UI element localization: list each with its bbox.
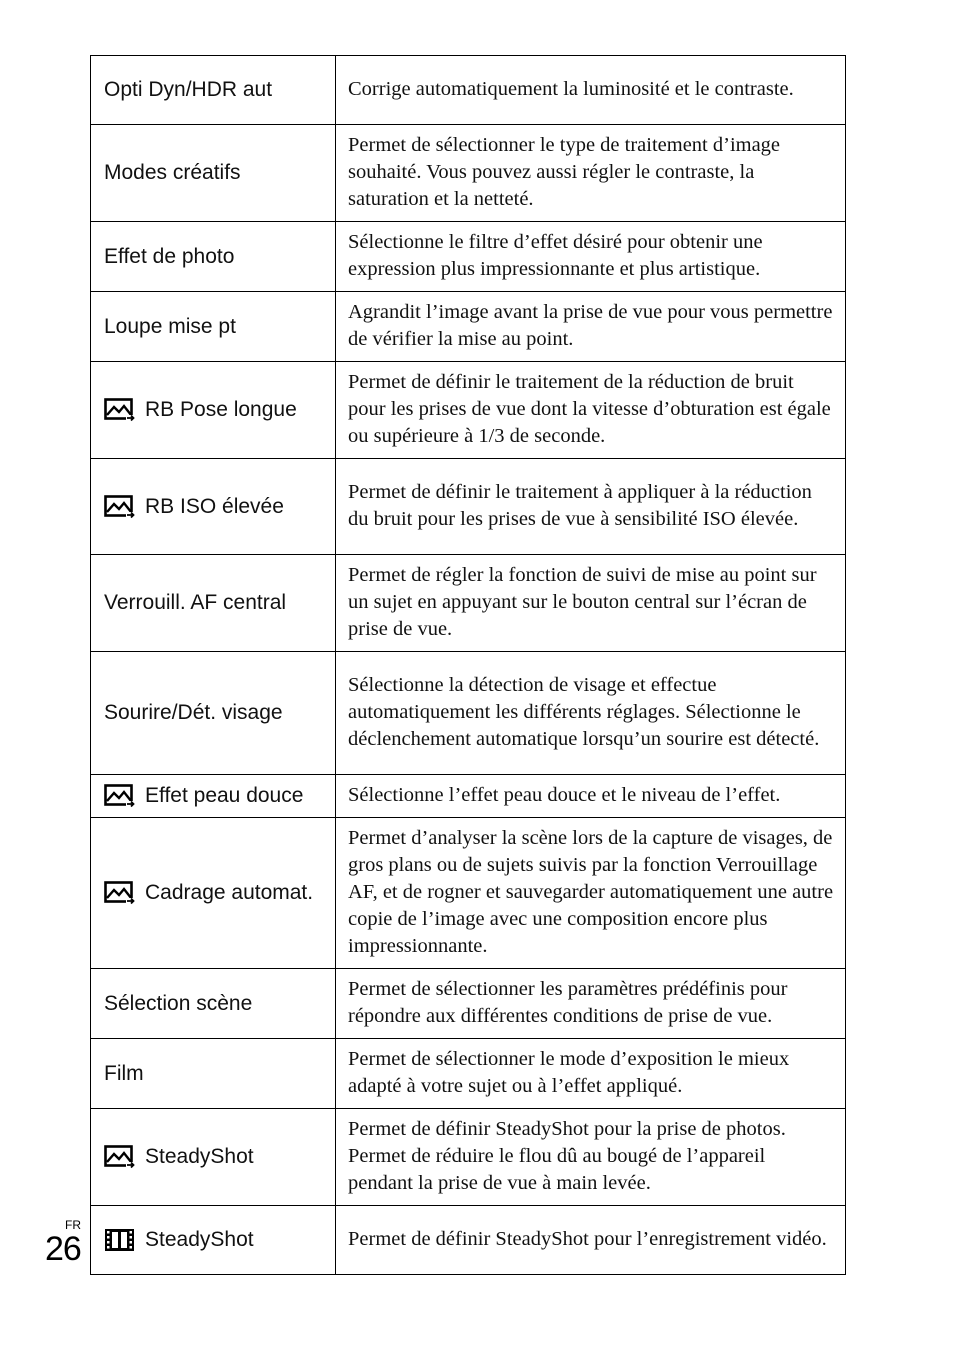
table-row [91, 459, 846, 555]
still-image-icon [104, 881, 135, 905]
table-row [91, 292, 846, 362]
setting-description: Agrandit l’image avant la prise de vue pour vous permettre de vérifier la mise au point. [336, 292, 846, 362]
setting-description: Permet de régler la fonction de suivi de mise au point sur un sujet en appuyant sur le bouton central sur l’écran de prise de vue. [336, 555, 846, 652]
setting-name: Opti Dyn/HDR aut [104, 78, 273, 101]
setting-name: SteadyShot [145, 1145, 254, 1168]
setting-name-cell [91, 1206, 336, 1275]
setting-name: Cadrage automat. [145, 881, 314, 904]
setting-name-cell [91, 969, 336, 1039]
table-row [91, 818, 846, 969]
table-row [91, 1206, 846, 1275]
setting-description: Permet d’analyser la scène lors de la capture de visages, de gros plans ou de sujets suivis par la fonction Verrouillage AF, et de rogner et sauvegarder automatiquement une autre copie de l’image avec une composition encore plus impressionnante. [336, 818, 846, 969]
setting-name-cell [91, 555, 336, 652]
settings-table [90, 55, 846, 1275]
setting-description: Sélectionne le filtre d’effet désiré pour obtenir une expression plus impressionnante et plus artistique. [336, 222, 846, 292]
setting-name: Verrouill. AF central [104, 591, 287, 614]
page-number: 26 [45, 1230, 81, 1268]
setting-name-cell [91, 818, 336, 969]
setting-description: Permet de définir le traitement à appliquer à la réduction du bruit pour les prises de vue à sensibilité ISO élevée. [336, 459, 846, 555]
setting-name: Modes créatifs [104, 161, 241, 184]
setting-name-cell [91, 292, 336, 362]
language-code: FR [65, 1218, 81, 1232]
settings-table-body [91, 56, 846, 1275]
setting-name-cell [91, 56, 336, 125]
setting-description: Permet de sélectionner le mode d’exposition le mieux adapté à votre sujet ou à l’effet appliqué. [336, 1039, 846, 1109]
table-row [91, 775, 846, 818]
table-row [91, 362, 846, 459]
still-image-icon [104, 784, 135, 808]
setting-name: Effet peau douce [145, 784, 304, 807]
setting-name-cell [91, 1039, 336, 1109]
setting-name: Sélection scène [104, 991, 253, 1015]
setting-description: Permet de définir SteadyShot pour la prise de photos. Permet de réduire le flou dû au bougé de l’appareil pendant la prise de vue à main levée. [336, 1109, 846, 1206]
still-image-icon [104, 1145, 135, 1169]
setting-name: Film [104, 1061, 144, 1085]
setting-name-cell [91, 652, 336, 775]
still-image-icon [104, 398, 135, 422]
setting-name: SteadyShot [145, 1228, 254, 1251]
setting-description: Permet de sélectionner le type de traitement d’image souhaité. Vous pouvez aussi régler le contraste, la saturation et la netteté. [336, 125, 846, 222]
setting-name-cell [91, 222, 336, 292]
setting-name: RB ISO élevée [145, 494, 284, 518]
table-row [91, 1039, 846, 1109]
table-row [91, 555, 846, 652]
movie-film-icon [104, 1228, 135, 1252]
table-row [91, 1109, 846, 1206]
setting-name-cell [91, 125, 336, 222]
setting-name: Loupe mise pt [104, 314, 236, 338]
setting-name-cell [91, 362, 336, 459]
setting-description: Permet de définir le traitement de la réduction de bruit pour les prises de vue dont la vitesse d’obturation est égale ou supérieure à 1/3 de seconde. [336, 362, 846, 459]
setting-name: Effet de photo [104, 244, 235, 268]
setting-name-cell [91, 775, 336, 818]
table-row [91, 56, 846, 125]
setting-name: RB Pose longue [145, 398, 297, 421]
table-row [91, 125, 846, 222]
table-row [91, 969, 846, 1039]
setting-name-cell [91, 1109, 336, 1206]
setting-description: Sélectionne la détection de visage et effectue automatiquement les différents réglages. Sélectionne le déclenchement automatique lorsqu’un sourire est détecté. [336, 652, 846, 775]
still-image-icon [104, 495, 135, 519]
setting-name-cell [91, 459, 336, 555]
table-row [91, 222, 846, 292]
setting-name: Sourire/Dét. visage [104, 701, 283, 724]
setting-description: Sélectionne l’effet peau douce et le niveau de l’effet. [336, 775, 846, 818]
table-row [91, 652, 846, 775]
setting-description: Corrige automatiquement la luminosité et le contraste. [336, 56, 846, 125]
setting-description: Permet de sélectionner les paramètres prédéfinis pour répondre aux différentes conditions de prise de vue. [336, 969, 846, 1039]
setting-description: Permet de définir SteadyShot pour l’enregistrement vidéo. [336, 1206, 846, 1275]
